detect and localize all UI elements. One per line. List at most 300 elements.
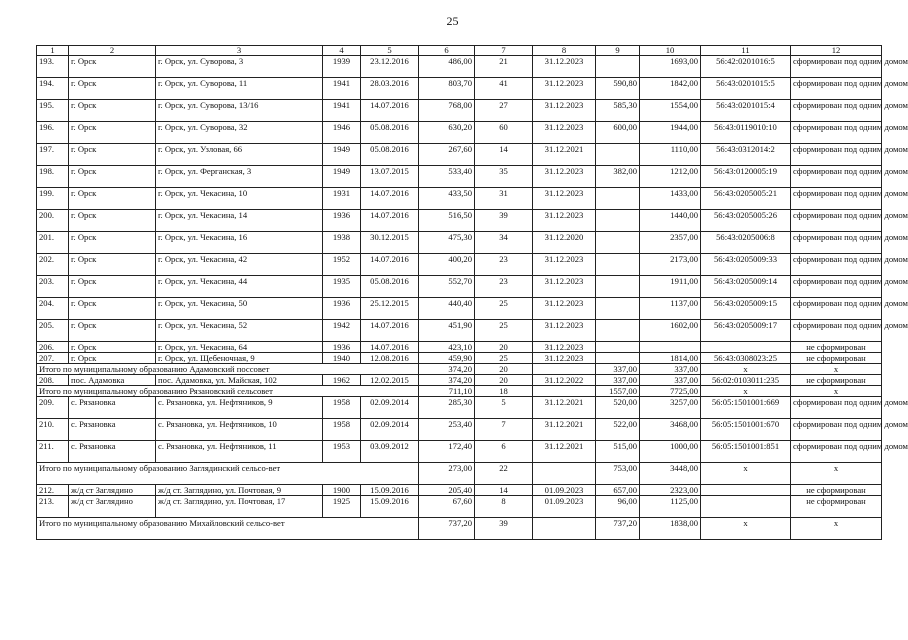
table-cell: 31.12.2023 — [533, 188, 596, 210]
table-cell: 23 — [475, 254, 533, 276]
table-cell: 515,00 — [596, 441, 640, 463]
table-row — [37, 485, 882, 496]
table-cell: сформирован под одним домом — [791, 144, 882, 166]
table-cell: 2173,00 — [640, 254, 701, 276]
table-cell: 56:42:0201016:5 — [701, 56, 791, 78]
table-cell: 14 — [475, 485, 533, 496]
subtotal-cell: х — [791, 364, 882, 375]
table-cell: 1602,00 — [640, 320, 701, 342]
table-cell: 6 — [475, 441, 533, 463]
subtotal-cell: 737,20 — [419, 518, 475, 540]
table-row — [37, 254, 882, 276]
table-cell: не сформирован — [791, 375, 882, 386]
table-cell: 15.09.2016 — [361, 496, 419, 518]
table-cell: сформирован под одним домом — [791, 298, 882, 320]
table-row — [37, 298, 882, 320]
table-cell: г. Орск, ул. Щебеночная, 9 — [156, 353, 323, 364]
table-cell: 1110,00 — [640, 144, 701, 166]
table-cell: 486,00 — [419, 56, 475, 78]
table-cell: 1814,00 — [640, 353, 701, 364]
table-cell: 459,90 — [419, 353, 475, 364]
column-header: 4 — [323, 46, 361, 56]
table-cell: 31.12.2021 — [533, 397, 596, 419]
table-cell: 400,20 — [419, 254, 475, 276]
table-cell: сформирован под одним домом — [791, 166, 882, 188]
table-cell: 31.12.2021 — [533, 441, 596, 463]
table-cell: 8 — [475, 496, 533, 518]
table-cell: 768,00 — [419, 100, 475, 122]
table-cell: 202. — [37, 254, 69, 276]
table-cell: 203. — [37, 276, 69, 298]
table-cell: 34 — [475, 232, 533, 254]
table-cell: 25 — [475, 320, 533, 342]
table-cell: с. Рязановка — [69, 419, 156, 441]
table-cell: не сформирован — [791, 485, 882, 496]
table-cell: 197. — [37, 144, 69, 166]
table-cell: 56:05:1501001:669 — [701, 397, 791, 419]
table-cell: г. Орск, ул. Суворова, 3 — [156, 56, 323, 78]
table-cell: сформирован под одним домом — [791, 122, 882, 144]
table-cell: 31.12.2023 — [533, 210, 596, 232]
column-header: 7 — [475, 46, 533, 56]
table-cell: сформирован под одним домом — [791, 188, 882, 210]
table-cell: 56:43:0201015:5 — [701, 78, 791, 100]
subtotal-row — [37, 364, 882, 375]
table-cell: 31.12.2021 — [533, 419, 596, 441]
table-cell: 60 — [475, 122, 533, 144]
column-header: 11 — [701, 46, 791, 56]
table-cell — [596, 232, 640, 254]
table-cell: 193. — [37, 56, 69, 78]
subtotal-label: Итого по муниципальному образованию Михайловский сельсо-вет — [37, 518, 419, 540]
subtotal-cell: х — [701, 364, 791, 375]
table-cell: 1941 — [323, 78, 361, 100]
table-cell: 196. — [37, 122, 69, 144]
table-cell — [596, 276, 640, 298]
table-cell: 1125,00 — [640, 496, 701, 518]
table-cell: пос. Адамовка, ул. Майская, 102 — [156, 375, 323, 386]
table-cell: 15.09.2016 — [361, 485, 419, 496]
subtotal-cell: 337,00 — [640, 364, 701, 375]
table-cell: 1935 — [323, 276, 361, 298]
subtotal-cell: х — [701, 386, 791, 397]
table-cell: г. Орск, ул. Чекасина, 42 — [156, 254, 323, 276]
table-row — [37, 342, 882, 353]
table-row — [37, 375, 882, 386]
table-cell: 12.08.2016 — [361, 353, 419, 364]
table-cell: 56:43:0205005:21 — [701, 188, 791, 210]
table-cell: 25.12.2015 — [361, 298, 419, 320]
subtotal-cell: х — [791, 463, 882, 485]
table-cell: г. Орск, ул. Чекасина, 14 — [156, 210, 323, 232]
table-cell — [596, 298, 640, 320]
table-row — [37, 166, 882, 188]
subtotal-cell: 1838,00 — [640, 518, 701, 540]
subtotal-cell: 39 — [475, 518, 533, 540]
subtotal-label: Итого по муниципальному образованию Заглядинский сельсо-вет — [37, 463, 419, 485]
table-cell: г. Орск — [69, 166, 156, 188]
table-cell: г. Орск — [69, 353, 156, 364]
table-cell: 207. — [37, 353, 69, 364]
table-cell: сформирован под одним домом — [791, 419, 882, 441]
table-cell: 201. — [37, 232, 69, 254]
table-row — [37, 397, 882, 419]
subtotal-cell: х — [701, 518, 791, 540]
column-header: 9 — [596, 46, 640, 56]
table-cell: 552,70 — [419, 276, 475, 298]
subtotal-row — [37, 518, 882, 540]
table-cell: 516,50 — [419, 210, 475, 232]
table-cell: 56:43:0205009:15 — [701, 298, 791, 320]
table-cell: 803,70 — [419, 78, 475, 100]
table-cell: 31.12.2023 — [533, 276, 596, 298]
table-cell: 56:43:0205009:17 — [701, 320, 791, 342]
table-cell: сформирован под одним домом — [791, 210, 882, 232]
table-cell: г. Орск, ул. Чекасина, 44 — [156, 276, 323, 298]
table-cell: 1942 — [323, 320, 361, 342]
subtotal-cell: х — [701, 463, 791, 485]
table-row — [37, 419, 882, 441]
table-cell: 31.12.2022 — [533, 375, 596, 386]
table-cell: 39 — [475, 210, 533, 232]
table-cell: 1938 — [323, 232, 361, 254]
table-cell: 1900 — [323, 485, 361, 496]
table-row — [37, 353, 882, 364]
table-cell: 01.09.2023 — [533, 485, 596, 496]
page-number: 25 — [446, 14, 459, 28]
table-cell: 337,00 — [596, 375, 640, 386]
table-cell: 56:43:0308023:25 — [701, 353, 791, 364]
table-row — [37, 496, 882, 518]
data-table — [36, 45, 908, 540]
table-row — [37, 56, 882, 78]
table-cell: 31.12.2023 — [533, 100, 596, 122]
table-row — [37, 144, 882, 166]
table-cell: 56:02:0103011:235 — [701, 375, 791, 386]
table-cell: 172,40 — [419, 441, 475, 463]
table-cell: 195. — [37, 100, 69, 122]
table-cell — [701, 342, 791, 353]
table-cell: 1939 — [323, 56, 361, 78]
table-cell: сформирован под одним домом — [791, 276, 882, 298]
table-cell: 1936 — [323, 342, 361, 353]
subtotal-cell: 18 — [475, 386, 533, 397]
table-cell: ж/д ст Заглядино — [69, 485, 156, 496]
table-cell: с. Рязановка — [69, 441, 156, 463]
table-cell: сформирован под одним домом — [791, 232, 882, 254]
table-cell: г. Орск — [69, 276, 156, 298]
table-cell — [596, 144, 640, 166]
subtotal-cell: 22 — [475, 463, 533, 485]
subtotal-cell: 337,00 — [596, 364, 640, 375]
table-cell: г. Орск, ул. Чекасина, 64 — [156, 342, 323, 353]
table-cell: 27 — [475, 100, 533, 122]
table-cell: 14.07.2016 — [361, 210, 419, 232]
table-cell — [596, 210, 640, 232]
table-cell: г. Орск, ул. Чекасина, 16 — [156, 232, 323, 254]
table-cell: 1911,00 — [640, 276, 701, 298]
table-cell: 05.08.2016 — [361, 144, 419, 166]
table-cell: 20 — [475, 375, 533, 386]
table-cell: 208. — [37, 375, 69, 386]
table-cell: г. Орск, ул. Чекасина, 52 — [156, 320, 323, 342]
table-cell: 31.12.2023 — [533, 342, 596, 353]
table-cell: 14.07.2016 — [361, 342, 419, 353]
table-cell: 31.12.2023 — [533, 353, 596, 364]
column-header: 12 — [791, 46, 882, 56]
table-cell: 56:43:0205009:14 — [701, 276, 791, 298]
table-cell: ж/д ст. Заглядино, ул. Почтовая, 17 — [156, 496, 323, 518]
column-header: 8 — [533, 46, 596, 56]
subtotal-cell: 753,00 — [596, 463, 640, 485]
table-cell: 382,00 — [596, 166, 640, 188]
table-cell: 05.08.2016 — [361, 122, 419, 144]
table-cell: 02.09.2014 — [361, 397, 419, 419]
table-cell: 02.09.2014 — [361, 419, 419, 441]
table-cell: 3468,00 — [640, 419, 701, 441]
table-cell: г. Орск, ул. Суворова, 32 — [156, 122, 323, 144]
table-cell: 31 — [475, 188, 533, 210]
table-cell: 440,40 — [419, 298, 475, 320]
table-cell: 5 — [475, 397, 533, 419]
table-cell: 1949 — [323, 166, 361, 188]
subtotal-cell: 3448,00 — [640, 463, 701, 485]
column-header: 3 — [156, 46, 323, 56]
table-cell: г. Орск — [69, 56, 156, 78]
table-row — [37, 78, 882, 100]
table-cell: 210. — [37, 419, 69, 441]
table-cell: 1693,00 — [640, 56, 701, 78]
table-cell: 2323,00 — [640, 485, 701, 496]
subtotal-row — [37, 386, 882, 397]
table-cell: не сформирован — [791, 496, 882, 518]
table-cell: 05.08.2016 — [361, 276, 419, 298]
table-cell: 14.07.2016 — [361, 188, 419, 210]
table-cell: 1925 — [323, 496, 361, 518]
table-cell: 522,00 — [596, 419, 640, 441]
table-cell: 253,40 — [419, 419, 475, 441]
table-cell: 1931 — [323, 188, 361, 210]
table-cell: 1137,00 — [640, 298, 701, 320]
table-row — [37, 441, 882, 463]
table-cell: 423,10 — [419, 342, 475, 353]
subtotal-cell — [533, 463, 596, 485]
table-cell: 267,60 — [419, 144, 475, 166]
subtotal-cell: х — [791, 518, 882, 540]
table-cell: 1958 — [323, 397, 361, 419]
table-row — [37, 122, 882, 144]
header-row — [37, 46, 882, 56]
table-row — [37, 232, 882, 254]
table-cell: сформирован под одним домом — [791, 254, 882, 276]
table-cell: г. Орск — [69, 342, 156, 353]
table-cell: 206. — [37, 342, 69, 353]
table-cell: 1212,00 — [640, 166, 701, 188]
table-cell: 31.12.2023 — [533, 122, 596, 144]
table-cell: 56:43:0119010:10 — [701, 122, 791, 144]
column-header: 5 — [361, 46, 419, 56]
subtotal-cell: 711,10 — [419, 386, 475, 397]
table-cell: 31.12.2023 — [533, 320, 596, 342]
table-cell: 630,20 — [419, 122, 475, 144]
table-cell: 03.09.2012 — [361, 441, 419, 463]
table-row — [37, 210, 882, 232]
subtotal-label: Итого по муниципальному образованию Адамовский поссовет — [37, 364, 419, 375]
table-cell: с. Рязановка, ул. Нефтяников, 10 — [156, 419, 323, 441]
table-cell: 204. — [37, 298, 69, 320]
table-cell: не сформирован — [791, 353, 882, 364]
table-cell: 212. — [37, 485, 69, 496]
table-row — [37, 320, 882, 342]
table-row — [37, 188, 882, 210]
table-cell: 31.12.2021 — [533, 144, 596, 166]
subtotal-cell: 1557,00 — [596, 386, 640, 397]
table-cell — [596, 342, 640, 353]
table-cell: 200. — [37, 210, 69, 232]
table-cell: 337,00 — [640, 375, 701, 386]
table-cell: г. Орск — [69, 144, 156, 166]
table-cell: 205. — [37, 320, 69, 342]
table-cell: г. Орск — [69, 78, 156, 100]
table-cell: 31.12.2023 — [533, 254, 596, 276]
table-cell: г. Орск — [69, 210, 156, 232]
subtotal-label: Итого по муниципальному образованию Рязановский сельсовет — [37, 386, 419, 397]
table-cell: 1440,00 — [640, 210, 701, 232]
table-cell: 1944,00 — [640, 122, 701, 144]
table-cell: 2357,00 — [640, 232, 701, 254]
table-cell: 198. — [37, 166, 69, 188]
table-cell: 12.02.2015 — [361, 375, 419, 386]
table-cell: 1952 — [323, 254, 361, 276]
table-cell: ж/д ст Заглядино — [69, 496, 156, 518]
table-cell: 1000,00 — [640, 441, 701, 463]
table-cell: 194. — [37, 78, 69, 100]
table-cell: 374,20 — [419, 375, 475, 386]
table-cell: 56:43:0205005:26 — [701, 210, 791, 232]
table-cell: 56:43:0201015:4 — [701, 100, 791, 122]
subtotal-cell: 7725,00 — [640, 386, 701, 397]
table-cell: сформирован под одним домом — [791, 320, 882, 342]
table-cell: пос. Адамовка — [69, 375, 156, 386]
table-cell: 31.12.2023 — [533, 78, 596, 100]
table-cell: 23 — [475, 276, 533, 298]
table-cell: 28.03.2016 — [361, 78, 419, 100]
table-cell — [701, 496, 791, 518]
table-cell: 56:43:0120005:19 — [701, 166, 791, 188]
table-cell: 21 — [475, 56, 533, 78]
table-cell: г. Орск, ул. Чекасина, 10 — [156, 188, 323, 210]
table-cell: с. Рязановка, ул. Нефтяников, 11 — [156, 441, 323, 463]
table-cell: сформирован под одним домом — [791, 100, 882, 122]
table-cell: г. Орск, ул. Суворова, 11 — [156, 78, 323, 100]
table-cell: 56:05:1501001:851 — [701, 441, 791, 463]
table-cell: 433,50 — [419, 188, 475, 210]
table-cell: 199. — [37, 188, 69, 210]
table-cell: 3257,00 — [640, 397, 701, 419]
table-cell: сформирован под одним домом — [791, 441, 882, 463]
table-cell: 520,00 — [596, 397, 640, 419]
subtotal-cell: 20 — [475, 364, 533, 375]
subtotal-cell — [533, 386, 596, 397]
table-cell: 1941 — [323, 100, 361, 122]
table-cell: ж/д ст. Заглядино, ул. Почтовая, 9 — [156, 485, 323, 496]
table-cell: 56:05:1501001:670 — [701, 419, 791, 441]
table-cell: 285,30 — [419, 397, 475, 419]
table-cell — [596, 320, 640, 342]
table-cell: 1842,00 — [640, 78, 701, 100]
table-cell: 1936 — [323, 298, 361, 320]
subtotal-cell: х — [791, 386, 882, 397]
subtotal-cell: 273,00 — [419, 463, 475, 485]
table-cell: с. Рязановка, ул. Нефтяников, 9 — [156, 397, 323, 419]
table-cell: 205,40 — [419, 485, 475, 496]
table-cell: 31.12.2020 — [533, 232, 596, 254]
subtotal-cell — [533, 364, 596, 375]
table-cell: г. Орск — [69, 298, 156, 320]
table-cell: сформирован под одним домом — [791, 78, 882, 100]
table-cell: г. Орск, ул. Узловая, 66 — [156, 144, 323, 166]
table-cell: 14.07.2016 — [361, 254, 419, 276]
table-cell — [596, 188, 640, 210]
table-cell: 13.07.2015 — [361, 166, 419, 188]
column-header: 10 — [640, 46, 701, 56]
table-cell: 7 — [475, 419, 533, 441]
table-cell: г. Орск — [69, 100, 156, 122]
table-cell: не сформирован — [791, 342, 882, 353]
table-cell: 209. — [37, 397, 69, 419]
table-cell: г. Орск — [69, 254, 156, 276]
table-cell: 14 — [475, 144, 533, 166]
table-cell: 1940 — [323, 353, 361, 364]
table-cell: 25 — [475, 298, 533, 320]
table-cell: 14.07.2016 — [361, 320, 419, 342]
table-cell: 41 — [475, 78, 533, 100]
table-cell: 23.12.2016 — [361, 56, 419, 78]
table-cell: 1962 — [323, 375, 361, 386]
table-cell: 657,00 — [596, 485, 640, 496]
table-cell: 31.12.2023 — [533, 166, 596, 188]
table-cell: 1958 — [323, 419, 361, 441]
column-header: 2 — [69, 46, 156, 56]
subtotal-cell — [533, 518, 596, 540]
table-cell: 585,30 — [596, 100, 640, 122]
table-cell: 1949 — [323, 144, 361, 166]
table-cell: 533,40 — [419, 166, 475, 188]
table-cell: г. Орск, ул. Суворова, 13/16 — [156, 100, 323, 122]
subtotal-cell: 374,20 — [419, 364, 475, 375]
table-cell: 451,90 — [419, 320, 475, 342]
column-header: 6 — [419, 46, 475, 56]
table-cell: 67,60 — [419, 496, 475, 518]
table-cell — [701, 485, 791, 496]
table-cell: 475,30 — [419, 232, 475, 254]
subtotal-cell: 737,20 — [596, 518, 640, 540]
table-cell — [640, 342, 701, 353]
table-cell: г. Орск — [69, 232, 156, 254]
table-cell: 1946 — [323, 122, 361, 144]
table-cell: 35 — [475, 166, 533, 188]
table-cell: г. Орск — [69, 320, 156, 342]
table-cell: 56:43:0312014:2 — [701, 144, 791, 166]
table-cell: с. Рязановка — [69, 397, 156, 419]
table-cell — [596, 353, 640, 364]
table-cell: 1433,00 — [640, 188, 701, 210]
table-cell: 1953 — [323, 441, 361, 463]
table-cell: г. Орск — [69, 122, 156, 144]
table-cell: 211. — [37, 441, 69, 463]
column-header: 1 — [37, 46, 69, 56]
table-cell: г. Орск, ул. Ферганская, 3 — [156, 166, 323, 188]
